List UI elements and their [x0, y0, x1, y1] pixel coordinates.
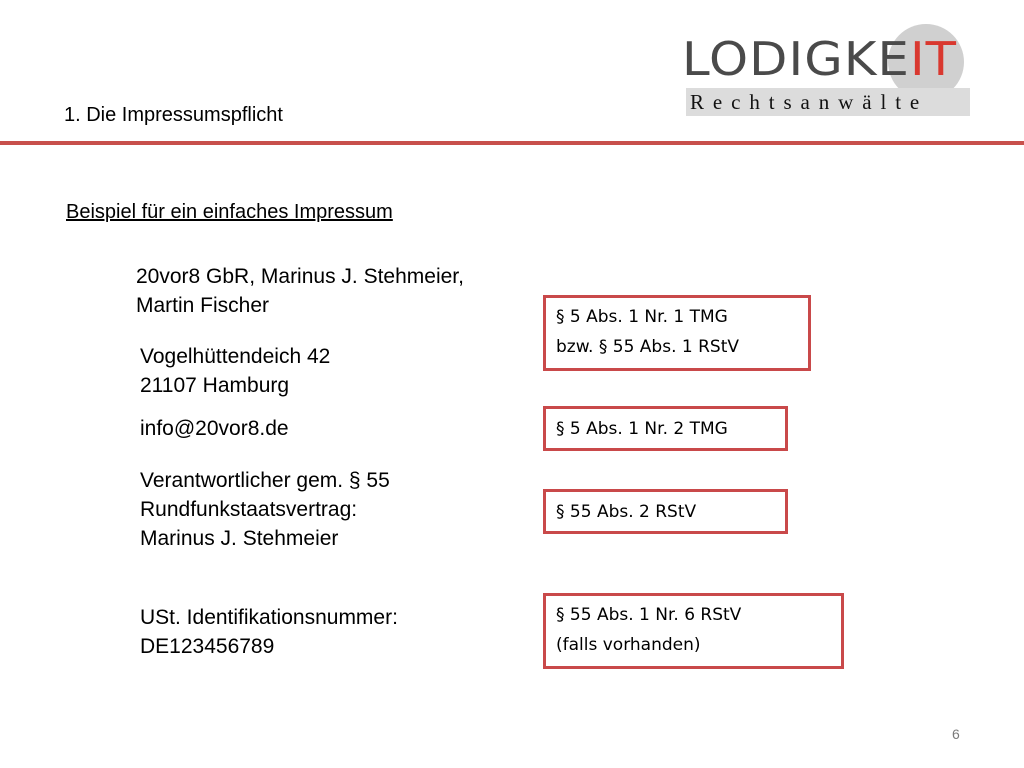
company-logo	[680, 22, 970, 118]
logo-brand-tail: IT	[909, 32, 958, 86]
text-line: DE123456789	[140, 635, 275, 658]
reference-box-tmg-nr1	[543, 295, 811, 371]
page-number: 6	[952, 726, 960, 742]
header-divider	[0, 141, 1024, 145]
text-line: Rundfunkstaatsvertrag:	[140, 498, 358, 521]
text-line: USt. Identifikationsnummer:	[140, 606, 398, 629]
text-line: Martin Fischer	[136, 294, 270, 317]
logo-wordmark	[682, 32, 957, 86]
reference-box-rstv-nr6	[543, 593, 844, 669]
responsible-person-block	[140, 466, 390, 553]
reference-line: § 5 Abs. 1 Nr. 2 TMG	[556, 419, 728, 439]
email-block	[140, 414, 289, 443]
vat-id-block	[140, 603, 398, 661]
reference-line: § 55 Abs. 1 Nr. 6 RStV	[556, 605, 742, 625]
reference-box-rstv-abs2	[543, 489, 788, 534]
reference-line: bzw. § 55 Abs. 1 RStV	[556, 337, 740, 357]
reference-line: § 5 Abs. 1 Nr. 1 TMG	[556, 307, 728, 327]
text-line: Verantwortlicher gem. § 55	[140, 469, 390, 492]
company-name-block	[136, 262, 464, 320]
reference-line: (falls vorhanden)	[556, 635, 701, 655]
reference-line: § 55 Abs. 2 RStV	[556, 502, 697, 522]
example-heading: Beispiel für ein einfaches Impressum	[66, 201, 393, 223]
logo-brand-main: LODIGKE	[682, 32, 910, 86]
text-line: info@20vor8.de	[140, 417, 289, 440]
section-title: 1. Die Impressumspflicht	[64, 104, 283, 126]
text-line: 21107 Hamburg	[140, 374, 290, 397]
text-line: Marinus J. Stehmeier	[140, 527, 339, 550]
address-block	[140, 342, 330, 400]
logo-subtitle-band	[686, 88, 970, 116]
logo-subtitle: Rechtsanwälte	[690, 90, 929, 114]
text-line: Vogelhüttendeich 42	[140, 345, 331, 368]
reference-box-tmg-nr2	[543, 406, 788, 451]
text-line: 20vor8 GbR, Marinus J. Stehmeier,	[136, 265, 464, 288]
